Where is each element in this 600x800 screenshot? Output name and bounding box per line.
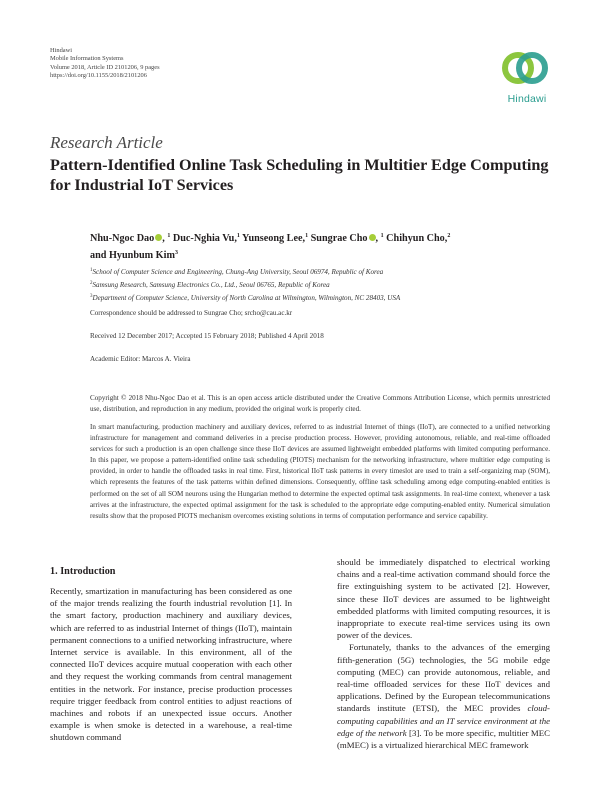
body-column-left: [50, 585, 292, 744]
author-list: Nhu-Ngoc Dao , $^1$ Duc-Nghia Vu,$^1$ Yunseong Lee,$^1$ Sungrae Cho , $^1$ Chihyun Cho,$^2$ and Hyunbum Kim$^3$: [90, 233, 451, 261]
affiliation-item: $^1$School of Computer Science and Engineering, Chung-Ang University, Seoul 06974, Republic of Korea: [90, 268, 384, 276]
copyright-notice: Copyright © 2018 Nhu-Ngoc Dao et al. This is an open access article distributed under the Creative Commons Attribution License, which permits unrestricted use, distribution, and reproduction in any medium, provided the original work is properly cited.: [90, 394, 550, 414]
publisher-name: Hindawi: [50, 47, 73, 54]
volume-info: Volume 2018, Article ID 2101206, 9 pages: [50, 63, 160, 71]
orcid-icon[interactable]: [369, 234, 376, 241]
publication-dates: Received 12 December 2017; Accepted 15 February 2018; Published 4 April 2018: [90, 332, 324, 340]
affiliations: [90, 265, 550, 304]
affiliation-item: $^3$Department of Computer Science, University of North Carolina at Wilmington, Wilmington, NC 28403, USA: [90, 294, 401, 302]
doi-link[interactable]: https://doi.org/10.1155/2018/2101206: [50, 72, 147, 80]
author-name: and Hyunbum Kim: [90, 250, 175, 261]
paragraph: Fortunately, thanks to the advances of the emerging fifth-generation (5G) technologies, the 5G mobile edge computing (MEC) can provide autonomous, reliable, and real-time offloaded services for these IIoT devices and applications. Defined by the European telecommunications standards institute (ETSI), the MEC provides cloud-computing capabilities and an IT service environment at the edge of the network [3]. To be more specific, multitier MEC (mMEC) is a virtualized hierarchical MEC framework: [337, 642, 550, 751]
author-name: Sungrae Cho: [310, 233, 368, 244]
author-name: Chihyun Cho,: [386, 233, 448, 244]
paragraph: should be immediately dispatched to electrical working chains and a real-time activation command should force the fire extinguishing system to be activated [2]. However, since these IIoT devices are assumed to be lightweight embedded platforms with limited computing resources, it is inappropriate to execute real-time services using its own power of the devices.: [337, 557, 550, 641]
paragraph: Recently, smartization in manufacturing has been considered as one of the major trends realizing the fourth industrial revolution [1]. In the smart factory, production machinery and auxiliary devices, which are referred to as industrial Internet of things (IIoT), maintain permanent connections to a unified networking infrastructure, where Internet service is available. In this environment, all of the connected IIoT devices acquire mutual cooperation with each other and they request the working commands from central management entities in the network. For instance, precise production processes require trigger feedback from control entities to adjust reactions of machines and robots if an unexpected issue occurs. Another example is when smoke is detected in a warehouse, a real-time shutdown command: [50, 586, 292, 743]
author-name: Nhu-Ngoc Dao: [90, 233, 155, 244]
journal-meta: [50, 47, 160, 81]
abstract: In smart manufacturing, production machinery and auxiliary devices, referred to as industrial Internet of things (IIoT), are connected to a unified networking infrastructure for management and command deliveries in a precise production process. However, providing autonomous, reliable, and real-time offloaded services for such a production is an open challenge since these IIoT devices are assumed lightweight embedded platforms with limited computing performance. In this paper, we propose a pattern-identified online task scheduling (PIOTS) mechanism for the networking infrastructure, where multitier edge computing is provided, in order to handle the offloaded tasks in real time. First, historical IIoT task patterns in every timeslot are used to train a self-organizing map (SOM), which represents the features of the task patterns within defined dimensions. Consequently, offline task scheduling among edge computing-enabled entities is performed on the set of all SOM neurons using the Hungarian method to determine the expected optimal task assignments. In real-time context, whenever a task arrives at the infrastructure, the expected optimal assignment for the task is scheduled to the appropriate edge computing-enabled entity. Numerical simulation results show that the proposed PIOTS mechanism overcomes existing solutions in terms of computation performance and service capability.: [90, 423, 550, 520]
section-heading: 1. Introduction: [50, 566, 116, 577]
affiliation-item: $^2$Samsung Research, Samsung Electronics Co., Ltd., Seoul 06765, Republic of Korea: [90, 281, 330, 289]
paper-title: Pattern-Identified Online Task Scheduling in Multitier Edge Computing for Industrial IoT Services: [50, 156, 549, 194]
body-column-right: [337, 556, 550, 751]
article-type: Research Article: [50, 133, 163, 152]
author-name: Yunseong Lee,: [242, 233, 306, 244]
author-name: Duc-Nghia Vu,: [172, 233, 237, 244]
academic-editor: Academic Editor: Marcos A. Vieira: [90, 355, 191, 363]
quoted-definition: cloud-computing capabilities and an IT service environment at the edge of the network: [337, 703, 550, 738]
correspondence: Correspondence should be addressed to Sungrae Cho; srcho@cau.ac.kr: [90, 309, 293, 317]
logo-wordmark: Hindawi: [507, 93, 547, 105]
journal-name: Mobile Information Systems: [50, 55, 124, 63]
